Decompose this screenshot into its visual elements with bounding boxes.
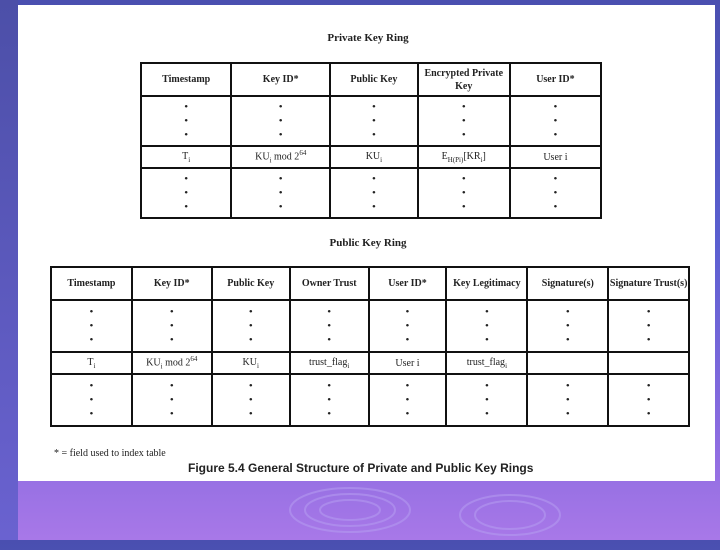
dots-cell: • • • xyxy=(510,96,601,146)
private-header-publickey: Public Key xyxy=(330,63,418,96)
private-header-timestamp: Timestamp xyxy=(141,63,231,96)
private-header-userid: User ID* xyxy=(510,63,601,96)
dots-cell: • • • xyxy=(330,168,418,218)
dots-cell: • • • xyxy=(527,374,608,426)
cell-publickey: $KU_i$ xyxy=(212,352,290,374)
public-header-publickey: Public Key xyxy=(212,267,290,300)
dots-cell: • • • xyxy=(330,96,418,146)
dots-cell: • • • xyxy=(527,300,608,352)
cell-timestamp: $T_i$ xyxy=(51,352,132,374)
cell-sigtrust xyxy=(608,352,689,374)
public-header-timestamp: Timestamp xyxy=(51,267,132,300)
public-ring-title: Public Key Ring xyxy=(329,237,407,249)
dots-cell: • • • xyxy=(141,168,231,218)
dots-cell: • • • xyxy=(231,168,330,218)
cell-publickey: $KU_i$ xyxy=(330,146,418,168)
public-header-legitimacy: Key Legitimacy xyxy=(446,267,527,300)
dots-cell: • • • xyxy=(212,300,290,352)
public-header-ownertrust: Owner Trust xyxy=(290,267,369,300)
table-row xyxy=(141,96,601,146)
document-page xyxy=(18,5,715,481)
table-row xyxy=(51,352,689,374)
cell-userid: User i xyxy=(369,352,447,374)
dots-cell: • • • xyxy=(418,96,510,146)
footnote: * = field used to index table xyxy=(54,448,166,459)
private-header-encrypted: Encrypted Private Key xyxy=(418,63,510,96)
dots-cell: • • • xyxy=(446,374,527,426)
table-row xyxy=(51,374,689,426)
dots-cell: • • • xyxy=(132,300,212,352)
public-header-sigtrust: Signature Trust(s) xyxy=(608,267,689,300)
dots-cell: • • • xyxy=(608,300,689,352)
cell-legitimacy: trust_flag$_i$ xyxy=(446,352,527,374)
dots-cell: • • • xyxy=(231,96,330,146)
decorative-swirl xyxy=(250,470,590,550)
public-key-ring-table xyxy=(50,266,690,427)
cell-userid: User i xyxy=(510,146,601,168)
cell-keyid: $KU_i$ mod $2^{64}$ xyxy=(132,352,212,374)
dots-cell: • • • xyxy=(608,374,689,426)
cell-ownertrust: trust_flag$_i$ xyxy=(290,352,369,374)
table-row xyxy=(141,168,601,218)
dots-cell: • • • xyxy=(510,168,601,218)
cell-keyid: $KU_i$ mod $2^{64}$ xyxy=(231,146,330,168)
figure-caption: Figure 5.4 General Structure of Private and Public Key Rings xyxy=(188,461,534,475)
public-header-signatures: Signature(s) xyxy=(527,267,608,300)
private-header-keyid: Key ID* xyxy=(231,63,330,96)
dots-cell: • • • xyxy=(51,374,132,426)
dots-cell: • • • xyxy=(369,300,447,352)
dots-cell: • • • xyxy=(141,96,231,146)
table-row xyxy=(141,146,601,168)
dots-cell: • • • xyxy=(290,374,369,426)
dots-cell: • • • xyxy=(132,374,212,426)
left-accent-bar xyxy=(0,0,18,540)
dots-cell: • • • xyxy=(446,300,527,352)
cell-signatures xyxy=(527,352,608,374)
dots-cell: • • • xyxy=(418,168,510,218)
dots-cell: • • • xyxy=(212,374,290,426)
private-ring-title: Private Key Ring xyxy=(327,32,409,44)
cell-encrypted: $E_{H(Pi)}[KR_i]$ xyxy=(418,146,510,168)
public-header-userid: User ID* xyxy=(369,267,447,300)
dots-cell: • • • xyxy=(290,300,369,352)
private-key-ring-table xyxy=(140,62,602,219)
cell-timestamp: $T_i$ xyxy=(141,146,231,168)
dots-cell: • • • xyxy=(51,300,132,352)
table-row xyxy=(51,300,689,352)
dots-cell: • • • xyxy=(369,374,447,426)
public-header-keyid: Key ID* xyxy=(132,267,212,300)
